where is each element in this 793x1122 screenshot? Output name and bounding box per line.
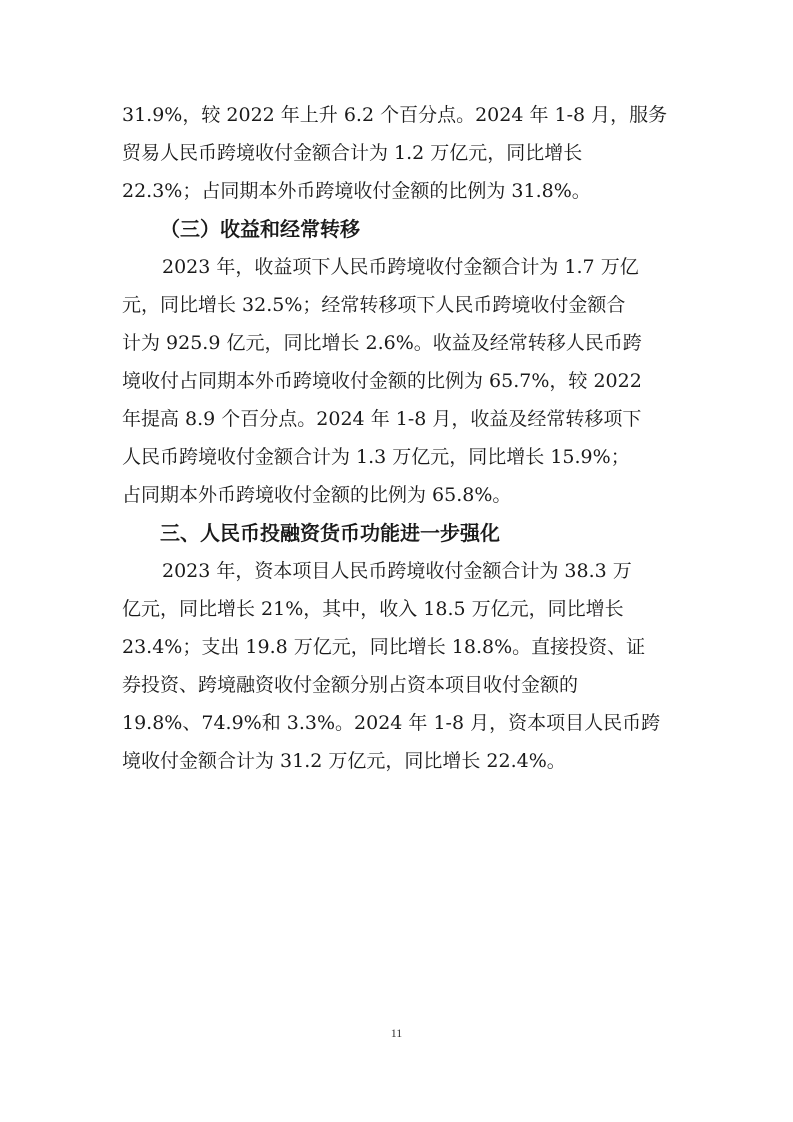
text-line: 境收付占同期本外币跨境收付金额的比例为 65.7%，较 2022 [122,370,642,392]
text-line: 贸易人民币跨境收付金额合计为 1.2 万亿元，同比增长 [122,142,583,164]
text-line: 占同期本外币跨境收付金额的比例为 65.8%。 [122,484,512,506]
text-line: 2023 年，资本项目人民币跨境收付金额合计为 38.3 万 [162,560,632,582]
text-line: 23.4%；支出 19.8 万亿元，同比增长 18.8%。直接投资、证 [122,636,646,658]
text-line: 券投资、跨境融资收付金额分别占资本项目收付金额的 [122,674,579,696]
text-line: 人民币跨境收付金额合计为 1.3 万亿元，同比增长 15.9%； [122,446,630,468]
paragraph-services-trade [122,96,674,210]
page-number: 11 [390,1026,403,1040]
paragraph-income-transfers [122,248,674,514]
text-line: 2023 年，收益项下人民币跨境收付金额合计为 1.7 万亿 [162,256,639,278]
text-line: 元，同比增长 32.5%；经常转移项下人民币跨境收付金额合 [122,294,626,316]
section-heading-investment-financing: 三、人民币投融资货币功能进一步强化 [160,521,500,545]
text-line: 计为 925.9 亿元，同比增长 2.6%。收益及经常转移人民币跨 [122,332,642,354]
paragraph-capital-account [122,552,674,780]
document-body [122,96,674,780]
text-line: 19.8%、74.9%和 3.3%。2024 年 1-8 月，资本项目人民币跨 [122,712,661,734]
section-heading-income-transfers: （三）收益和经常转移 [160,217,360,241]
text-line: 年提高 8.9 个百分点。2024 年 1-8 月，收益及经常转移项下 [122,408,642,430]
text-line: 亿元，同比增长 21%，其中，收入 18.5 万亿元，同比增长 [122,598,624,620]
text-line: 境收付金额合计为 31.2 万亿元，同比增长 22.4%。 [122,750,566,772]
text-line: 22.3%；占同期本外币跨境收付金额的比例为 31.8%。 [122,180,591,202]
text-line: 31.9%，较 2022 年上升 6.2 个百分点。2024 年 1-8 月，服务 [122,104,668,126]
